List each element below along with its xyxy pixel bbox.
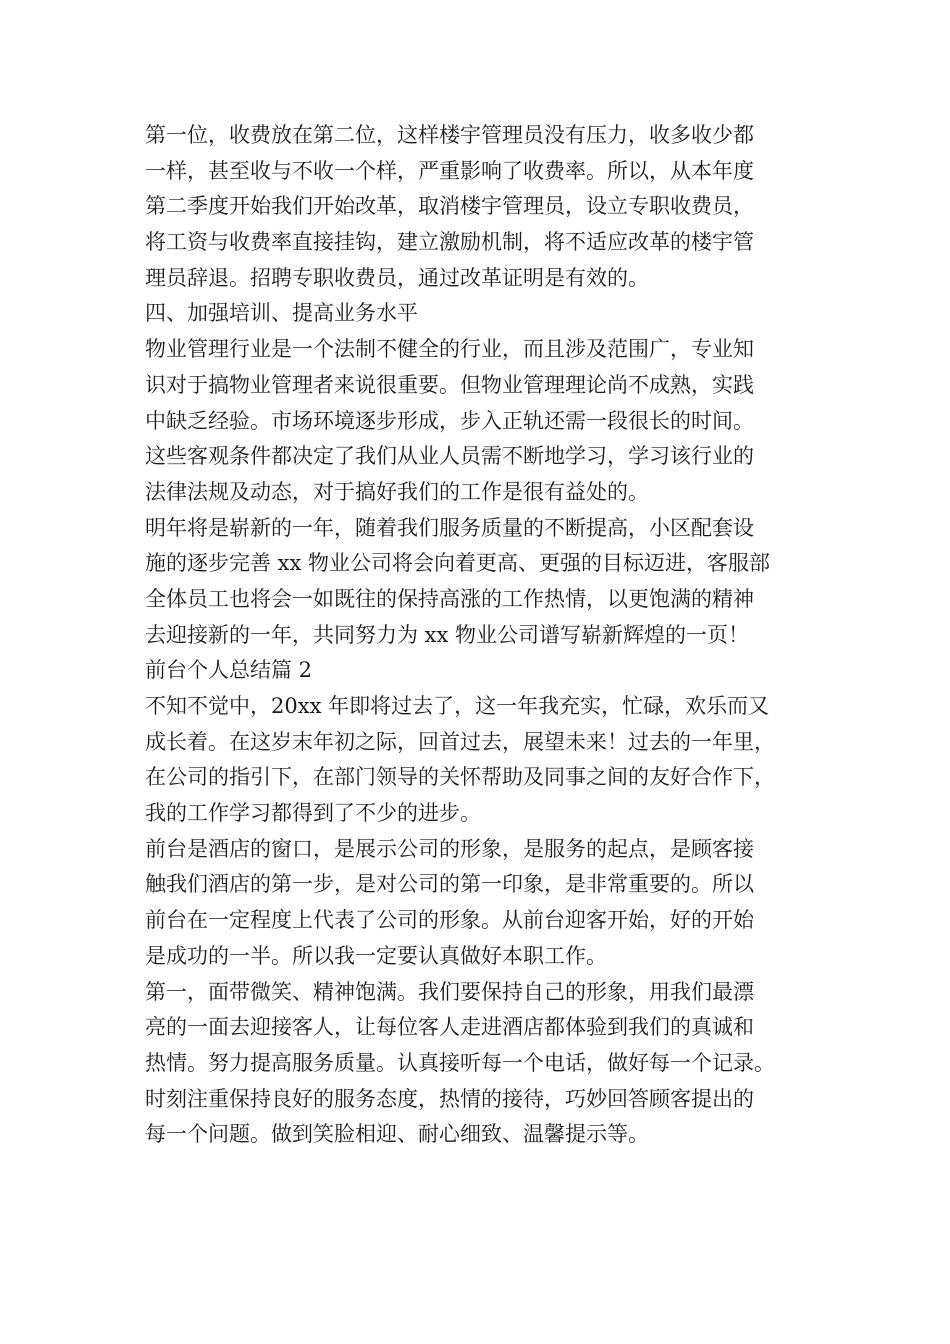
text-line: 一样，甚至收与不收一个样，严重影响了收费率。所以，从本年度 [145, 158, 754, 183]
text-line: 成长着。在这岁末年初之际，回首过去，展望未来！过去的一年里， [145, 729, 775, 754]
text-line: 第二季度开始我们开始改革，取消楼宇管理员，设立专职收费员， [145, 194, 754, 219]
text-line: 识对于搞物业管理者来说很重要。但物业管理理论尚不成熟，实践 [145, 372, 754, 397]
text-line: 理员辞退。招聘专职收费员，通过改革证明是有效的。 [145, 265, 649, 290]
text-line: 我的工作学习都得到了不少的进步。 [145, 801, 481, 826]
document-body [145, 118, 835, 1153]
text-line: 在公司的指引下，在部门领导的关怀帮助及同事之间的友好合作下， [145, 765, 775, 790]
text-line: 中缺乏经验。市场环境逐步形成，步入正轨还需一段很长的时间。 [145, 408, 754, 433]
text-line: 法律法规及动态，对于搞好我们的工作是很有益处的。 [145, 479, 649, 504]
text-line: 热情。努力提高服务质量。认真接听每一个电话，做好每一个记录。 [145, 1050, 775, 1075]
text-line: 第一，面带微笑、精神饱满。我们要保持自己的形象，用我们最漂 [145, 979, 754, 1004]
text-line: 前台是酒店的窗口，是展示公司的形象，是服务的起点，是顾客接 [145, 836, 754, 861]
text-line: 这些客观条件都决定了我们从业人员需不断地学习，学习该行业的 [145, 444, 754, 469]
article-title: 前台个人总结篇 2 [145, 658, 313, 683]
text-line: 去迎接新的一年，共同努力为 xx 物业公司谱写崭新辉煌的一页！ [145, 622, 750, 647]
text-line: 每一个问题。做到笑脸相迎、耐心细致、温馨提示等。 [145, 1122, 649, 1147]
text-line: 触我们酒店的第一步，是对公司的第一印象，是非常重要的。所以 [145, 872, 754, 897]
text-line: 施的逐步完善 xx 物业公司将会向着更高、更强的目标迈进，客服部 [145, 551, 771, 576]
text-line: 物业管理行业是一个法制不健全的行业，而且涉及范围广，专业知 [145, 337, 754, 362]
text-line: 前台在一定程度上代表了公司的形象。从前台迎客开始，好的开始 [145, 908, 754, 933]
text-line: 将工资与收费率直接挂钩，建立激励机制，将不适应改革的楼宇管 [145, 230, 754, 255]
text-line: 不知不觉中，20xx 年即将过去了，这一年我充实，忙碌，欢乐而又 [145, 694, 770, 718]
text-line: 第一位，收费放在第二位，这样楼宇管理员没有压力，收多收少都 [145, 123, 754, 147]
text-line: 时刻注重保持良好的服务态度，热情的接待，巧妙回答顾客提出的 [145, 1086, 754, 1111]
text-line: 明年将是崭新的一年，随着我们服务质量的不断提高，小区配套设 [145, 515, 754, 540]
text-line: 亮的一面去迎接客人，让每位客人走进酒店都体验到我们的真诚和 [145, 1015, 754, 1040]
section-heading: 四、加强培训、提高业务水平 [145, 301, 418, 326]
text-line: 全体员工也将会一如既往的保持高涨的工作热情，以更饱满的精神 [145, 586, 754, 611]
text-line: 是成功的一半。所以我一定要认真做好本职工作。 [145, 943, 607, 968]
